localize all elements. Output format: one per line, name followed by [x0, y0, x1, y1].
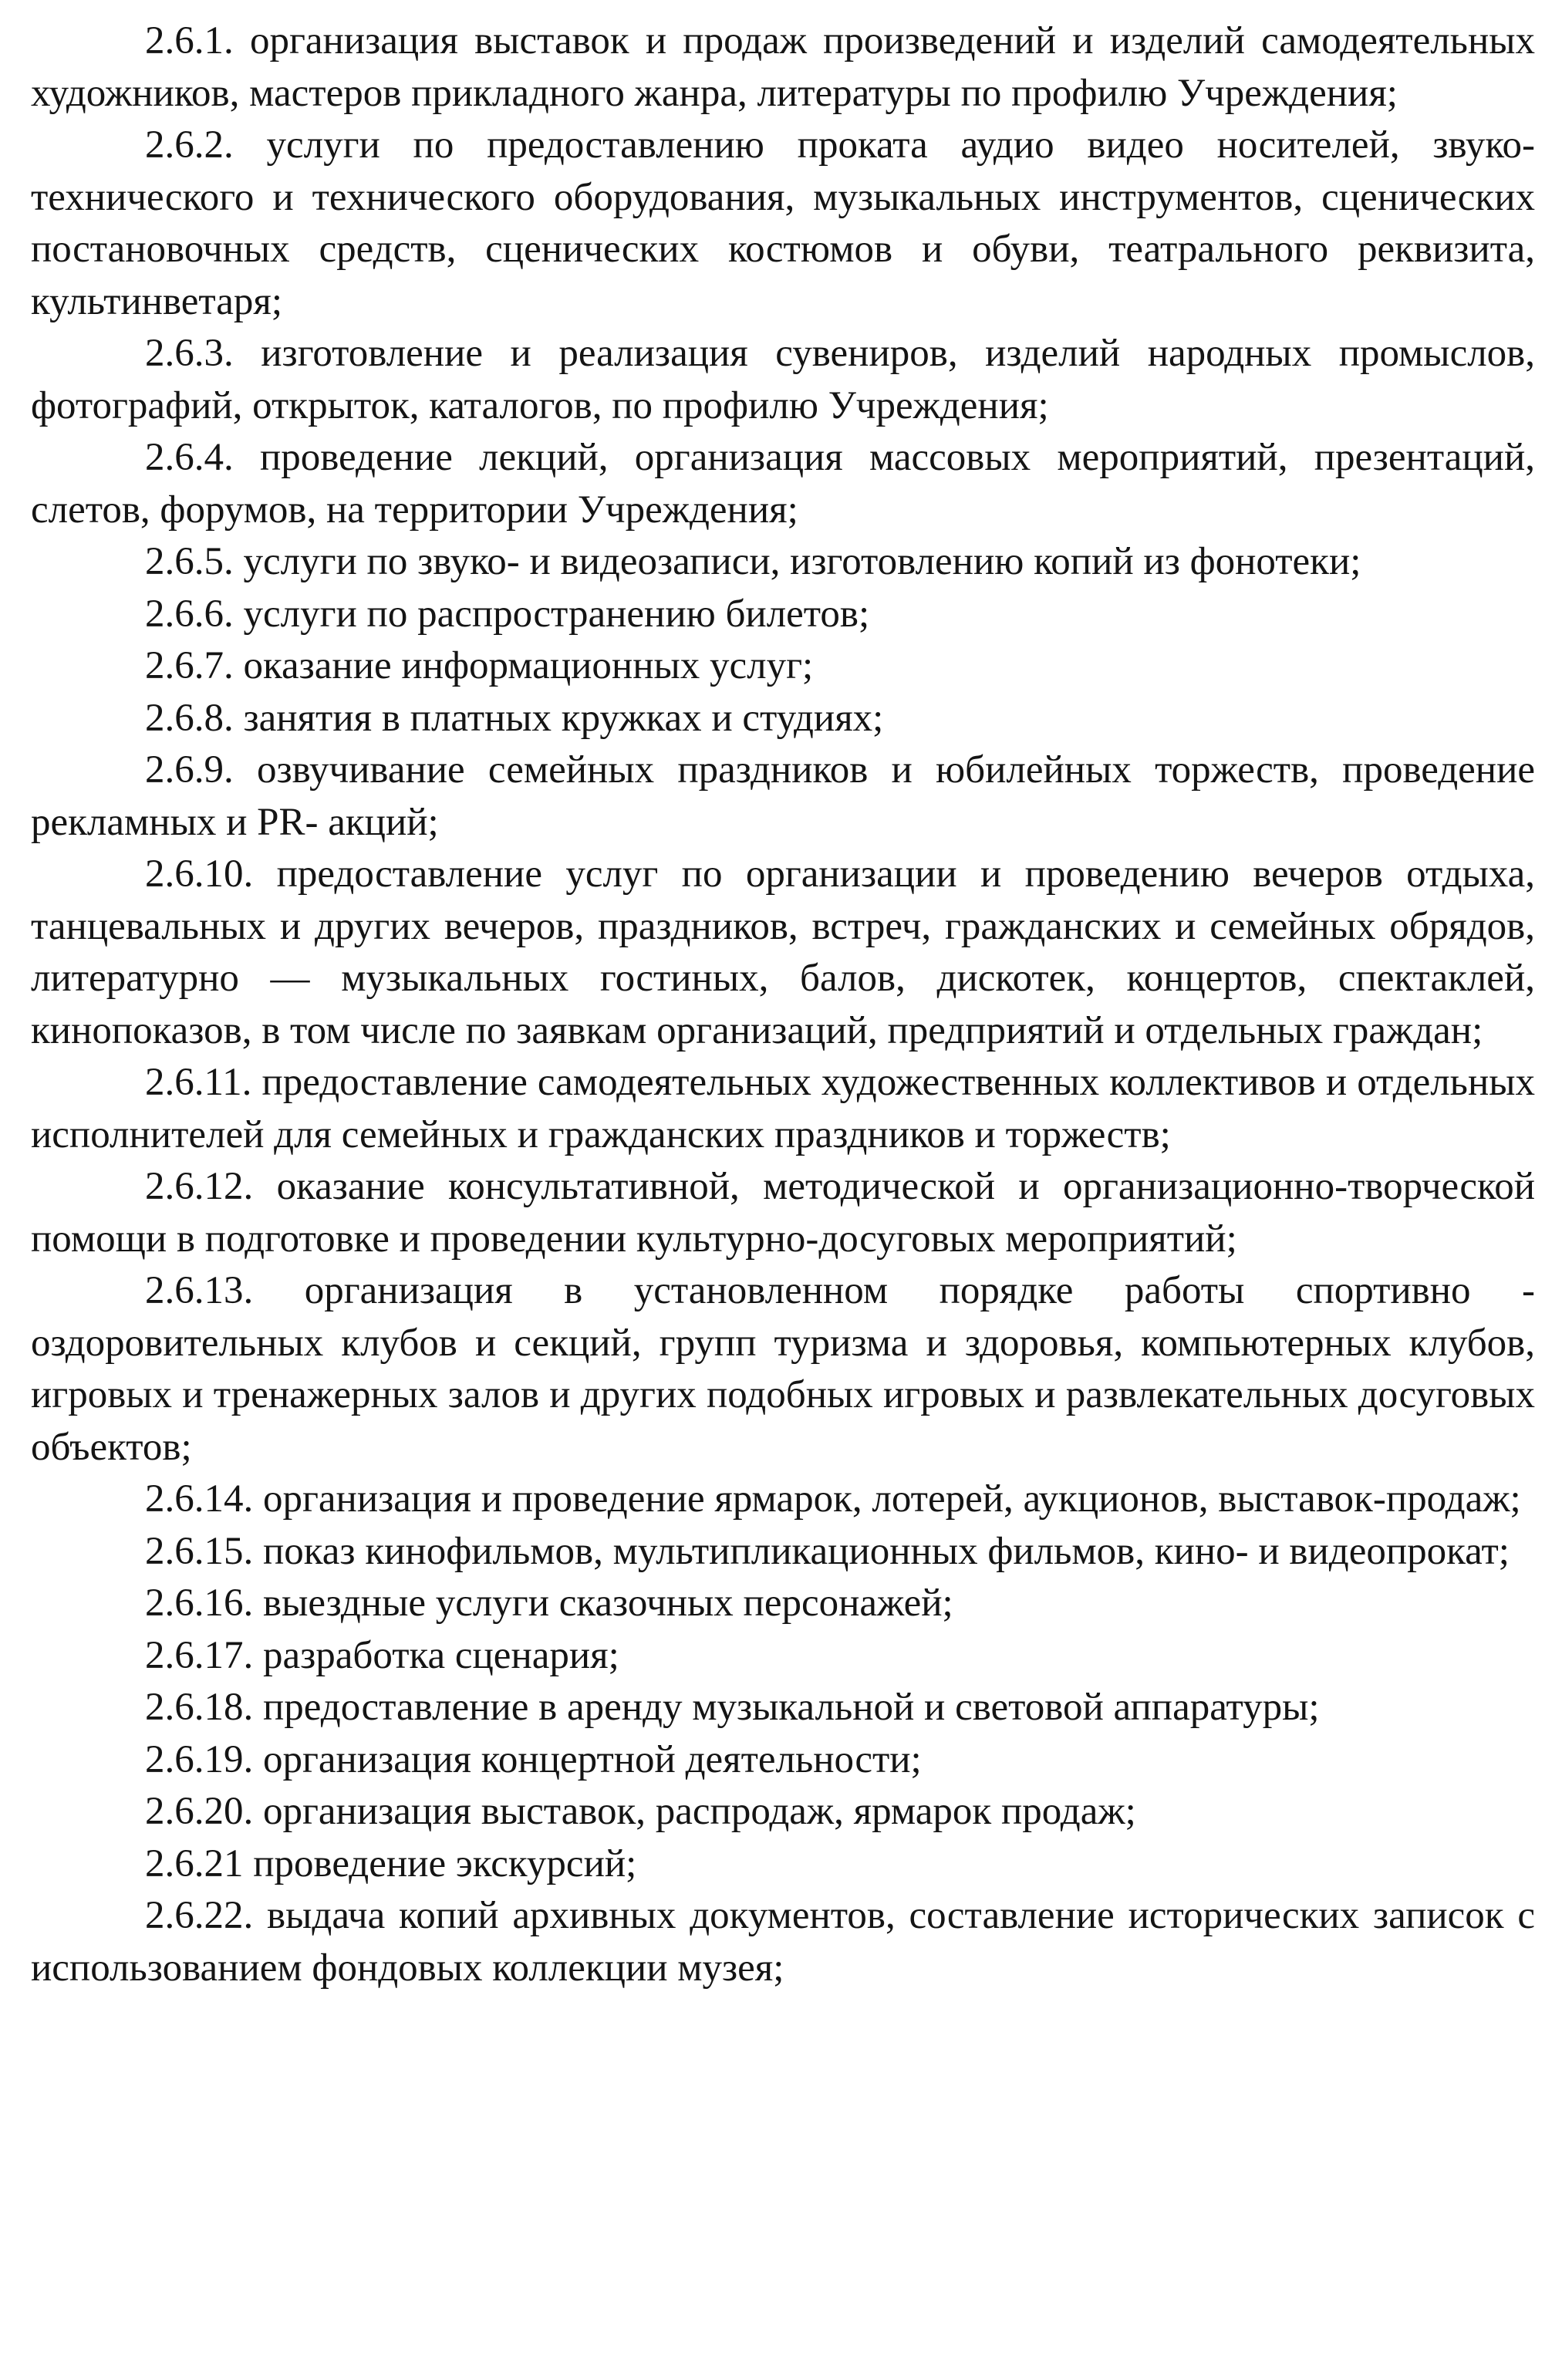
list-item	[31, 849, 1535, 1057]
item-text: изготовление и реализация сувениров, изделий народных промыслов, фотографий, открыток, каталогов, по профилю Учреждения;	[31, 332, 1535, 427]
list-item	[31, 1057, 1535, 1161]
item-number: 2.6.11.	[145, 1061, 252, 1104]
item-number: 2.6.17.	[145, 1633, 254, 1677]
list-item	[31, 1161, 1535, 1265]
item-number: 2.6.20.	[145, 1790, 254, 1833]
list-item	[31, 640, 1535, 693]
item-number: 2.6.1.	[145, 19, 234, 62]
item-text: занятия в платных кружках и студиях;	[243, 696, 884, 740]
item-number: 2.6.3.	[145, 332, 234, 375]
item-text: организация выставок и продаж произведений и изделий самодеятельных художников, мастеров прикладного жанра, литературы по профилю Учреждения;	[31, 19, 1535, 115]
list-item	[31, 1630, 1535, 1683]
item-text: разработка сценария;	[263, 1633, 619, 1677]
item-number: 2.6.15.	[145, 1529, 254, 1573]
item-number: 2.6.13.	[145, 1269, 254, 1312]
item-text: проведение лекций, организация массовых мероприятий, презентаций, слетов, форумов, на территории Учреждения;	[31, 436, 1535, 532]
item-number: 2.6.22.	[145, 1894, 254, 1937]
item-number: 2.6.6.	[145, 592, 234, 636]
item-number: 2.6.9.	[145, 748, 234, 792]
item-text: предоставление в аренду музыкальной и световой аппаратуры;	[263, 1686, 1320, 1729]
list-item	[31, 1474, 1535, 1526]
item-number: 2.6.21	[145, 1842, 244, 1885]
list-item	[31, 1786, 1535, 1838]
item-text: предоставление услуг по организации и проведению вечеров отдыха, танцевальных и других вечеров, праздников, встреч, гражданских и семейных обрядов, литературно — музыкальных гостиных, балов, дискотек, концертов, спектаклей, кинопоказов, в том числе по заявкам организаций, предприятий и отдельных граждан;	[31, 852, 1536, 1052]
list-item	[31, 1578, 1535, 1630]
list-item	[31, 120, 1535, 328]
item-text: организация выставок, распродаж, ярмарок продаж;	[263, 1790, 1136, 1833]
item-number: 2.6.18.	[145, 1686, 254, 1729]
list-item	[31, 589, 1535, 641]
item-text: услуги по звуко- и видеозаписи, изготовлению копий из фонотеки;	[243, 540, 1361, 583]
item-number: 2.6.2.	[145, 123, 234, 167]
item-text: услуги по распространению билетов;	[243, 592, 870, 636]
list-item	[31, 1890, 1535, 1994]
item-text: организация в установленном порядке работы спортивно - оздоровительных клубов и секций, групп туризма и здоровья, компьютерных клубов, игровых и тренажерных залов и других подобных игровых и развлекательных досуговых объектов;	[31, 1269, 1535, 1469]
item-text: оказание консультативной, методической и организационно-творческой помощи в подготовке и проведении культурно-досуговых мероприятий;	[31, 1165, 1535, 1261]
item-number: 2.6.10.	[145, 852, 254, 896]
list-item	[31, 432, 1535, 536]
item-text: озвучивание семейных праздников и юбилейных торжеств, проведение рекламных и PR- акций;	[31, 748, 1535, 844]
item-number: 2.6.7.	[145, 644, 234, 687]
item-number: 2.6.12.	[145, 1165, 254, 1208]
list-item	[31, 693, 1535, 745]
list-item	[31, 15, 1535, 120]
list-item	[31, 744, 1535, 849]
item-text: организация и проведение ярмарок, лотерей, аукционов, выставок-продаж;	[263, 1477, 1521, 1521]
list-item	[31, 1265, 1535, 1474]
document-page	[31, 15, 1535, 1994]
item-number: 2.6.19.	[145, 1737, 254, 1781]
item-text: предоставление самодеятельных художественных коллективов и отдельных исполнителей для семейных и гражданских праздников и торжеств;	[31, 1061, 1536, 1156]
item-text: выездные услуги сказочных персонажей;	[263, 1582, 953, 1625]
item-text: организация концертной деятельности;	[263, 1737, 922, 1781]
item-number: 2.6.5.	[145, 540, 234, 583]
list-item	[31, 328, 1535, 432]
item-text: услуги по предоставлению проката аудио видео носителей, звуко-технического и технического оборудования, музыкальных инструментов, сценических постановочных средств, сценических костюмов и обуви, театрального реквизита, культинветаря;	[31, 123, 1536, 323]
item-text: оказание информационных услуг;	[243, 644, 814, 687]
item-text: выдача копий архивных документов, составление исторических записок с использованием фондовых коллекции музея;	[31, 1894, 1535, 1990]
item-number: 2.6.14.	[145, 1477, 254, 1521]
item-text: проведение экскурсий;	[253, 1842, 637, 1885]
list-item	[31, 536, 1535, 589]
item-number: 2.6.4.	[145, 436, 234, 479]
list-item	[31, 1838, 1535, 1891]
list-item	[31, 1734, 1535, 1787]
item-number: 2.6.16.	[145, 1582, 254, 1625]
list-item	[31, 1526, 1535, 1578]
item-text: показ кинофильмов, мультипликационных фильмов, кино- и видеопрокат;	[263, 1529, 1510, 1573]
item-number: 2.6.8.	[145, 696, 234, 740]
list-item	[31, 1682, 1535, 1734]
